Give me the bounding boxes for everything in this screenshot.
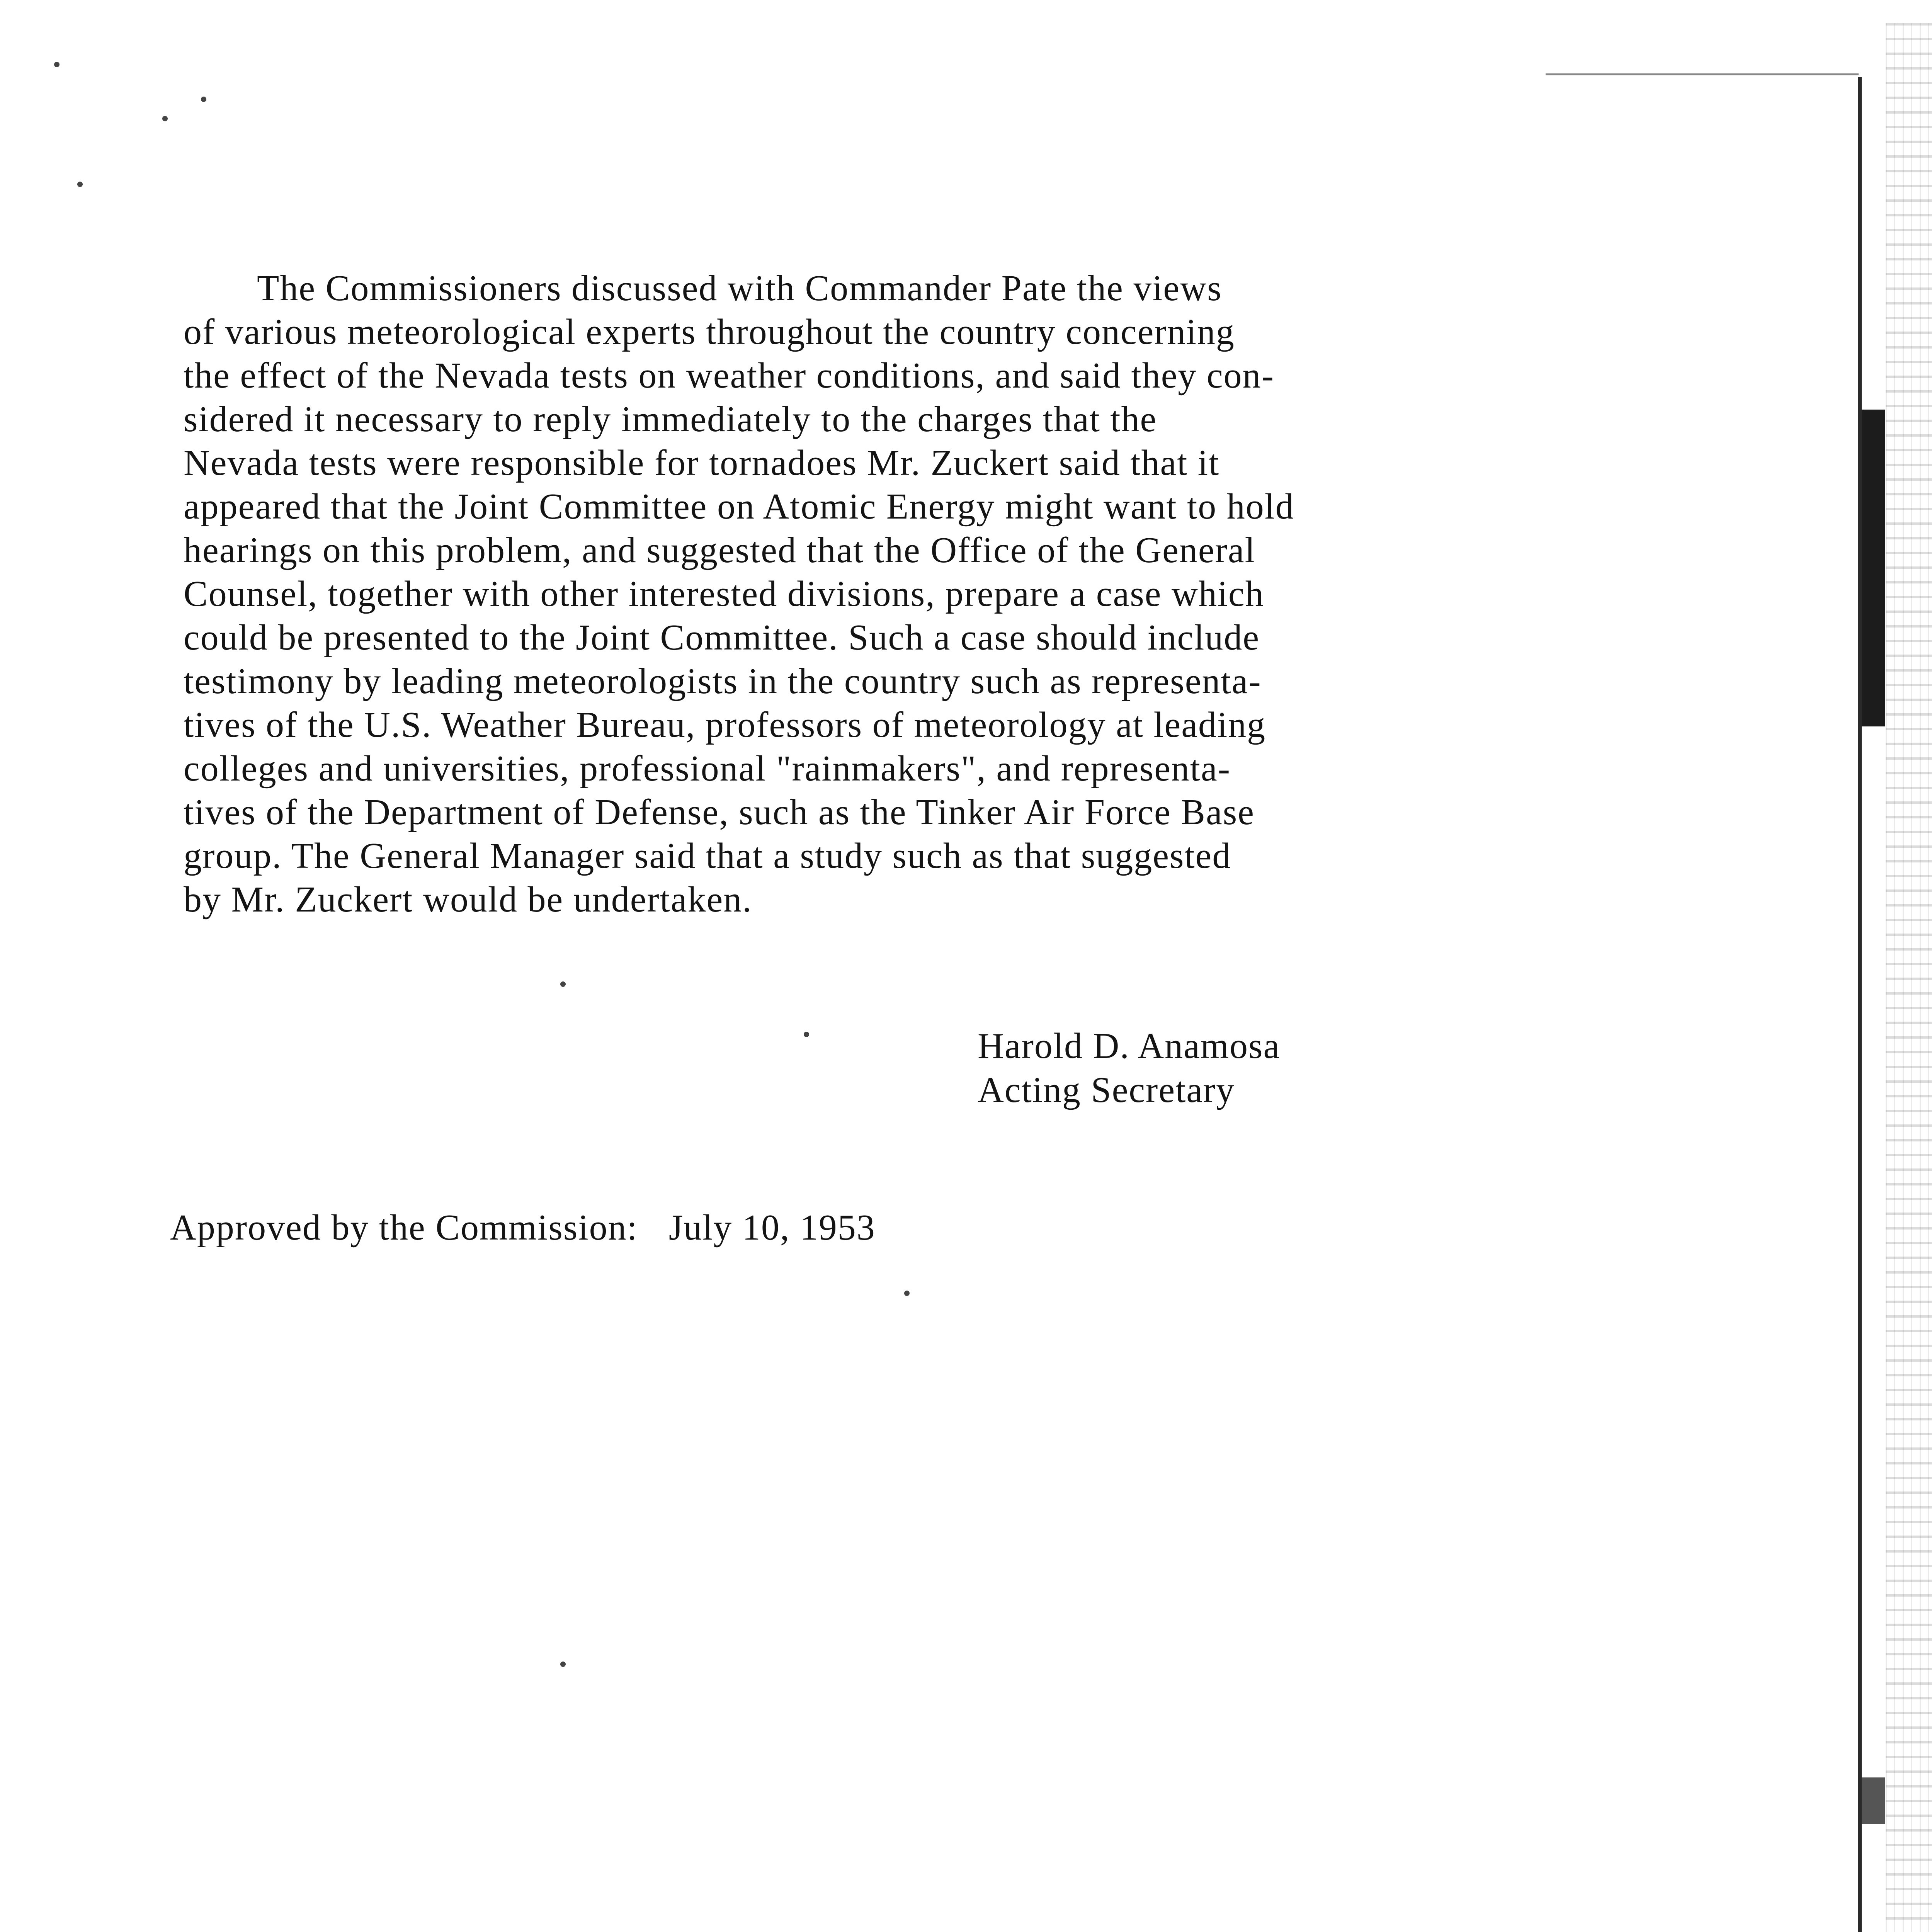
paragraph-line: by Mr. Zuckert would be undertaken.	[184, 879, 752, 920]
paragraph-line: could be presented to the Joint Committee. Such a case should include	[184, 617, 1260, 658]
scan-edge-noise	[1886, 23, 1932, 1932]
paragraph-line: Counsel, together with other interested divisions, prepare a case which	[184, 574, 1264, 614]
scan-edge-shadow-lower	[1862, 1777, 1885, 1824]
scan-speck	[560, 1662, 566, 1667]
scan-speck	[162, 116, 168, 121]
signatory-name: Harold D. Anamosa	[978, 1026, 1281, 1066]
scan-speck	[54, 62, 60, 67]
paragraph-line: the effect of the Nevada tests on weather conditions, and said they con-	[184, 355, 1274, 396]
paragraph-line: hearings on this problem, and suggested that the Office of the General	[184, 530, 1256, 570]
paragraph-line: tives of the Department of Defense, such as the Tinker Air Force Base	[184, 792, 1255, 832]
approval-line	[170, 1206, 876, 1250]
approval-label: Approved by the Commission:	[170, 1208, 638, 1248]
minutes-paragraph	[184, 267, 1594, 922]
paragraph-line: The Commissioners discussed with Commander Pate the views	[257, 268, 1222, 308]
approval-date: July 10, 1953	[668, 1208, 876, 1248]
paragraph-line: appeared that the Joint Committee on Atomic Energy might want to hold	[184, 486, 1294, 527]
signatory-title: Acting Secretary	[978, 1070, 1235, 1110]
scan-edge-top	[1546, 73, 1859, 75]
paragraph-line: colleges and universities, professional "rainmakers", and representa-	[184, 748, 1231, 789]
scan-speck	[804, 1032, 809, 1037]
scan-speck	[77, 182, 83, 187]
scan-edge-shadow	[1862, 410, 1885, 726]
paragraph-line: testimony by leading meteorologists in the country such as representa-	[184, 661, 1262, 701]
scan-speck	[201, 97, 206, 102]
paragraph-line: sidered it necessary to reply immediately to the charges that the	[184, 399, 1157, 439]
scan-edge-rule	[1858, 77, 1862, 1932]
paragraph-line: Nevada tests were responsible for tornadoes Mr. Zuckert said that it	[184, 443, 1220, 483]
scan-speck	[904, 1291, 910, 1296]
paragraph-line: of various meteorological experts throughout the country concerning	[184, 312, 1235, 352]
scan-speck	[560, 981, 566, 987]
paragraph-line: group. The General Manager said that a study such as that suggested	[184, 836, 1231, 876]
signature-block	[978, 1024, 1280, 1112]
paragraph-line: tives of the U.S. Weather Bureau, professors of meteorology at leading	[184, 705, 1266, 745]
